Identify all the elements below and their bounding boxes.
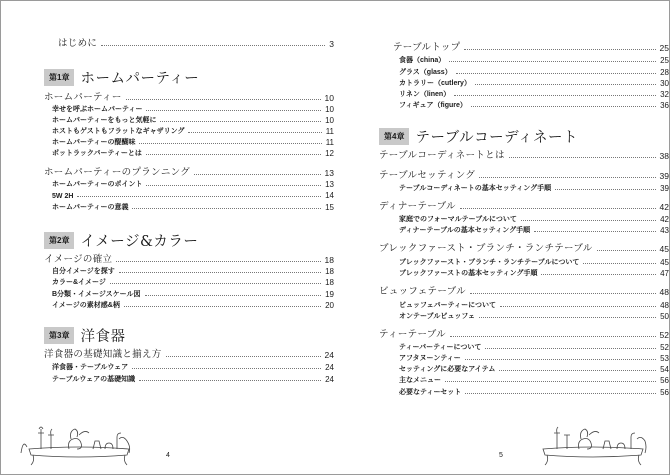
page-number: 4 (166, 452, 170, 459)
toc-section[interactable]: テーブルトップ 25 (393, 42, 669, 53)
dot-leader (499, 370, 656, 371)
dot-leader (116, 261, 320, 262)
dot-leader (471, 106, 656, 107)
dot-leader (541, 274, 656, 275)
toc-item[interactable]: テーブルコーディネートの基本セッティング手順 39 (399, 184, 669, 193)
dot-leader (470, 293, 656, 294)
toc-item[interactable]: ホームパーティーの醍醐味 11 (52, 138, 334, 147)
dot-leader (479, 317, 656, 318)
dot-leader (555, 189, 656, 190)
chapter-heading: 第3章 洋食器 (44, 325, 125, 346)
toc-item[interactable]: B分類・イメージスケール図 19 (52, 290, 334, 299)
toc-item[interactable]: 洋食器・テーブルウェア 24 (52, 363, 334, 372)
dot-leader (160, 121, 321, 122)
toc-item[interactable]: ホームパーティーのポイント 13 (52, 180, 334, 189)
toc-item[interactable]: アフタヌーンティー 53 (399, 354, 669, 363)
dot-leader (119, 272, 321, 273)
dot-leader (146, 110, 321, 111)
toc-section[interactable]: テーブルコーディネートとは 38 (379, 150, 669, 161)
toc-item[interactable]: グラス（glass） 28 (399, 68, 669, 77)
dot-leader (132, 208, 321, 209)
toc-item[interactable]: カトラリー（cutlery） 30 (399, 79, 669, 88)
toc-item[interactable]: ビュッフェパーティーについて 48 (399, 301, 669, 310)
dot-leader (475, 84, 656, 85)
toc-item[interactable]: ディナーテーブルの基本セッティング手順 43 (399, 226, 669, 235)
toc-item[interactable]: 必要なティーセット 56 (399, 388, 669, 397)
toc-item[interactable]: 家庭でのフォーマルテーブルについて 42 (399, 215, 669, 224)
toc-item[interactable]: ホームパーティーをもっと気軽に 10 (52, 116, 334, 125)
toc-section[interactable]: ホームパーティーのプランニング 13 (44, 167, 334, 178)
toc-item[interactable]: 幸せを呼ぶホームパーティー 10 (52, 105, 334, 114)
dot-leader (139, 143, 321, 144)
toc-section[interactable]: ディナーテーブル 42 (379, 201, 669, 212)
dot-leader (110, 283, 321, 284)
dot-leader (509, 157, 656, 158)
dot-leader (464, 49, 655, 50)
dot-leader (101, 45, 325, 46)
toc-item[interactable]: 自分イメージを探す 18 (52, 267, 334, 276)
toc-item[interactable]: フィギュア（figure） 36 (399, 101, 669, 110)
toc-item[interactable]: セッティングに必要なアイテム 54 (399, 365, 669, 374)
chapter-heading: 第4章 テーブルコーディネート (379, 126, 578, 147)
dot-leader (166, 356, 321, 357)
dot-leader (454, 95, 656, 96)
dot-leader (124, 306, 321, 307)
toc-item[interactable]: リネン（linen） 32 (399, 90, 669, 99)
dot-leader (456, 73, 656, 74)
dot-leader (139, 380, 321, 381)
dot-leader (449, 61, 656, 62)
toc-item[interactable]: ブレックファーストの基本セッティング手順 47 (399, 269, 669, 278)
dot-leader (465, 359, 656, 360)
toc-item[interactable]: ティーパーティーについて 52 (399, 343, 669, 352)
toc-item[interactable]: 5W 2H 14 (52, 191, 334, 200)
dot-leader (485, 348, 656, 349)
toc-item[interactable]: イメージの素材感&柄 20 (52, 301, 334, 310)
toc-item[interactable]: ホストもゲストもフラットなギャザリング 11 (52, 127, 334, 136)
toc-section[interactable]: ブレックファースト・ブランチ・ランチテーブル 45 (379, 243, 669, 254)
chapter-heading: 第2章 イメージ&カラー (44, 230, 198, 251)
dot-leader (465, 393, 656, 394)
dot-leader (146, 154, 321, 155)
toc-item[interactable]: ホームパーティーの意義 15 (52, 203, 334, 212)
dot-leader (521, 220, 656, 221)
page-number: 5 (499, 452, 503, 459)
chapter-heading: 第1章 ホームパーティー (44, 67, 199, 88)
dot-leader (450, 336, 656, 337)
dot-leader (534, 231, 656, 232)
dot-leader (445, 381, 656, 382)
dot-leader (132, 368, 321, 369)
dot-leader (583, 263, 656, 264)
toc-section[interactable]: テーブルセッティング 39 (379, 170, 669, 181)
toc-item[interactable]: カラー&イメージ 18 (52, 278, 334, 287)
toc-section[interactable]: イメージの確立 18 (44, 254, 334, 265)
toc-item[interactable]: ポットラックパーティーとは 12 (52, 149, 334, 158)
dot-leader (500, 306, 656, 307)
dot-leader (145, 295, 322, 296)
party-table-illustration (19, 419, 139, 467)
toc-item[interactable]: ブレックファースト・ブランチ・ランチテーブルについて 45 (399, 258, 669, 267)
dot-leader (188, 132, 321, 133)
toc-item[interactable]: テーブルウェアの基礎知識 24 (52, 375, 334, 384)
toc-section[interactable]: ティーテーブル 52 (379, 329, 669, 340)
dot-leader (460, 208, 656, 209)
dot-leader (479, 177, 655, 178)
dot-leader (597, 250, 656, 251)
dot-leader (146, 185, 321, 186)
dot-leader (77, 196, 321, 197)
toc-item[interactable]: 主なメニュー 56 (399, 376, 669, 385)
dot-leader (126, 99, 321, 100)
toc-item[interactable]: 食器（china） 25 (399, 56, 669, 65)
toc-section[interactable]: ビュッフェテーブル 48 (379, 286, 669, 297)
party-table-illustration (533, 419, 653, 467)
toc-entry-intro[interactable]: はじめに 3 (58, 38, 334, 49)
toc-item[interactable]: オンテーブルビュッフェ 50 (399, 312, 669, 321)
toc-section[interactable]: ホームパーティー 10 (44, 92, 334, 103)
dot-leader (194, 174, 320, 175)
toc-section[interactable]: 洋食器の基礎知識と揃え方 24 (44, 349, 334, 360)
